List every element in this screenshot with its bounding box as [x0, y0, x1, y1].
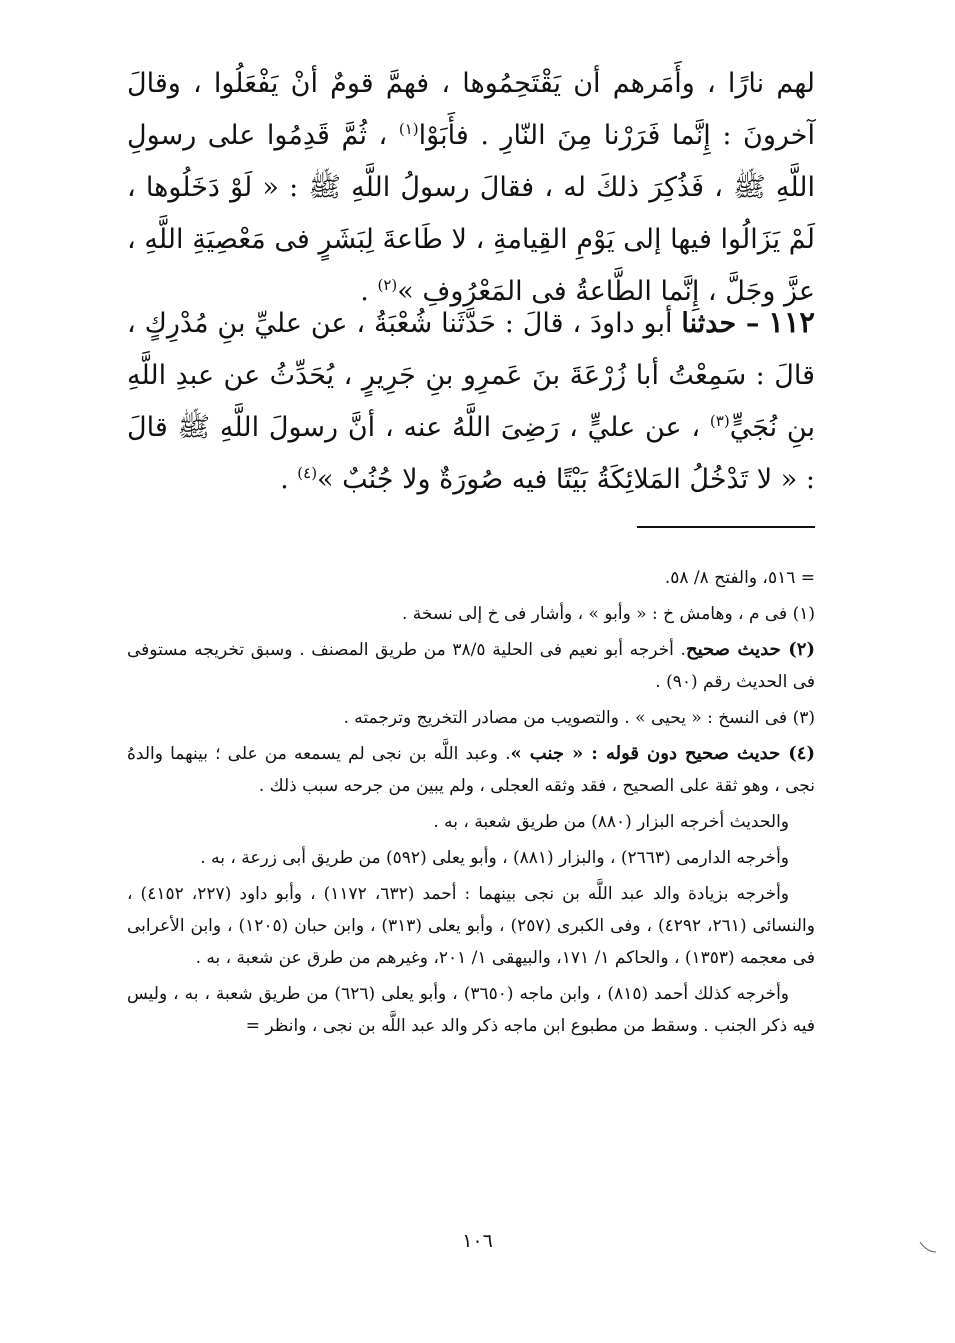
footnote-4-para-4: وأخرجه بزيادة والد عبد اللَّه بن نجى بينهما : أحمد (٦٣٢، ١١٧٢) ، وأبو داود (٢٢٧، ٤١٥٢) ، والنسائى (٢٦١، ٤٢٩٢) ، وفى الكبرى (٢٥٧) ، وأبو يعلى (٣١٣) ، وابن حبان (١٢٠٥) ، وابن الأعرابى فى معجمه (١٣٥٣) ، والحاكم ١/ ١٧١، والبيهقى ١/ ٢٠١، وغيرهم من طرق عن شعبة ، به . [127, 884, 815, 968]
footnote-marker-3[interactable]: (٣) [709, 412, 730, 430]
footnote-1: (١) فى م ، وهامش خ : « وأبو » ، وأشار فى خ إلى نسخة . [401, 604, 815, 624]
text-segment: ، ثُمَّ قَدِمُوا على رسولِ اللَّهِ ﷺ ، فَذُكِرَ ذلكَ له ، فقالَ رسولُ اللَّهِ ﷺ : « لَوْ دَخَلُوها ، لَمْ يَزَالُوا فيها إلى يَوْمِ القِيامةِ ، لا طَاعةَ لِبَشَرٍ فى مَعْصِيَةِ اللَّهِ ، عزَّ وجَلَّ ، إِنَّما الطَّاعةُ فى المَعْرُوفِ » [127, 120, 815, 307]
footnote-2-text: . أخرجه أبو نعيم فى الحلية ٣٨/٥ من طريق المصنف . وسبق تخريجه مستوفى فى الحديث رقم (٩٠) . [127, 640, 815, 692]
footnote-marker-2[interactable]: (٢) [377, 276, 398, 294]
text-segment: ، عن عليٍّ ، رَضِىَ اللَّهُ عنه ، أنَّ رسولَ اللَّهِ ﷺ قالَ : « لا تَدْخُلُ المَلائِكَةُ بَيْتًا فيه صُورَةٌ ولا جُنُبٌ » [127, 412, 815, 495]
footnote-4-text: . وعبد اللَّه بن نجى لم يسمعه من على ؛ بينهما والدهُ نجى ، وهو ثقة على الصحيح ، فقد وثقه العجلى ، ولم يبين من جرحه سبب ذلك . [127, 744, 815, 796]
hadith-112 [127, 296, 815, 506]
hadith-lead: – حدثنا [681, 308, 760, 339]
footnote-4 [127, 738, 815, 802]
footnote-separator [637, 526, 815, 528]
footnote-4-label: (٤) حديث صحيح دون قوله : « جنب » [510, 743, 815, 764]
text-segment: لهم نارًا ، وأَمَرهم أن يَقْتَحِمُوها ، فهمَّ قومٌ أنْ يَفْعَلُوا ، وقالَ آخرونَ : إِنَّما فَرَرْنا مِنَ النّارِ . فأَبَوْا [127, 68, 815, 151]
footnote-2 [127, 634, 815, 698]
footnote-marker-1[interactable]: (١) [398, 120, 419, 138]
text-segment: . [280, 464, 289, 495]
footnote-marker-4[interactable]: (٤) [297, 464, 318, 482]
page-number: ١٠٦ [462, 1230, 493, 1252]
footnote-4-para-2: والحديث أخرجه البزار (٨٨٠) من طريق شعبة ، به . [433, 812, 789, 832]
footnote-2-label: (٢) حديث صحيح [685, 639, 815, 660]
footnote-3: (٣) فى النسخ : « يحيى » . والتصويب من مصادر التخريج وترجمته . [343, 708, 815, 728]
scan-mark-icon [919, 1240, 937, 1254]
paragraph-continued [127, 58, 815, 307]
main-text [127, 58, 815, 506]
footnotes [127, 562, 815, 1046]
text-segment: . [360, 276, 369, 307]
text-segment: أبو داودَ ، قالَ : حَدَّثَنا شُعْبَةُ ، عن عليِّ بنِ مُدْرِكٍ ، قالَ : سَمِعْتُ أبا زُرْعَةَ بنَ عَمرِو بنِ جَرِيرٍ ، يُحَدِّثُ عن عبدِ اللَّهِ بنِ نُجَيٍّ [127, 308, 815, 443]
hadith-number: ١١٢ [768, 305, 815, 339]
footnote-4-para-3: وأخرجه الدارمى (٢٦٦٣) ، والبزار (٨٨١) ، وأبو يعلى (٥٩٢) من طريق أبى زرعة ، به . [200, 848, 789, 868]
footnote-carry-over: = ٥١٦، والفتح ٨/ ٥٨. [664, 568, 815, 588]
footnote-4-para-5: وأخرجه كذلك أحمد (٨١٥) ، وابن ماجه (٣٦٥٠) ، وأبو يعلى (٦٢٦) من طريق شعبة ، به ، وليس فيه ذكر الجنب . وسقط من مطبوع ابن ماجه ذكر والد عبد اللَّه بن نجى ، وانظر = [127, 984, 815, 1036]
